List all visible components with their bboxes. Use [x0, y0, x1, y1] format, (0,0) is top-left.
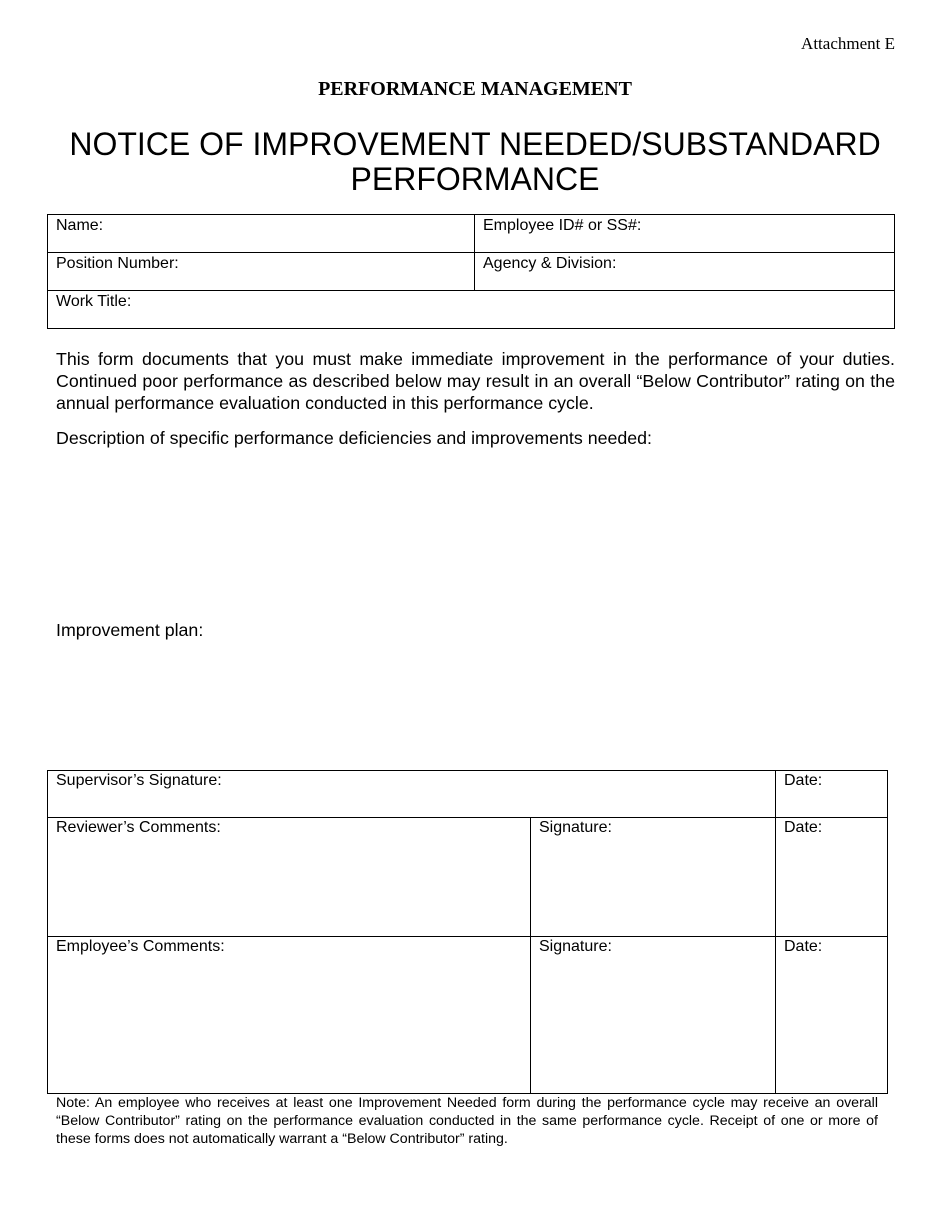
employee-signature-label: Signature:	[539, 938, 612, 955]
supervisor-signature-field[interactable]	[48, 771, 776, 818]
reviewer-date-label: Date:	[784, 819, 823, 836]
employee-comments-field[interactable]	[48, 937, 531, 1094]
employee-comments-label: Employee’s Comments:	[56, 938, 225, 955]
reviewer-signature-label: Signature:	[539, 819, 612, 836]
improvement-plan-label: Improvement plan:	[56, 620, 204, 640]
name-field[interactable]	[48, 215, 475, 253]
intro-paragraph: This form documents that you must make immediate improvement in the performance of your duties. Continued poor performance as described below may result in an overall “Below Contributor” rating on the annual performance evaluation conducted in this performance cycle.	[56, 349, 895, 413]
employee-date-field[interactable]	[776, 937, 888, 1094]
footer-note: Note: An employee who receives at least one Improvement Needed form during the performance cycle may receive an overall “Below Contributor” rating on the performance evaluation conducted in the same performance cycle. Receipt of one or more of these forms does not automatically warrant a “Below Contributor” rating.	[56, 1095, 878, 1147]
agency-division-field[interactable]	[475, 253, 895, 291]
reviewer-date-field[interactable]	[776, 818, 888, 937]
employee-id-label: Employee ID# or SS#:	[483, 217, 642, 234]
position-number-field[interactable]	[48, 253, 475, 291]
work-title-field[interactable]	[48, 291, 895, 329]
reviewer-signature-field[interactable]	[531, 818, 776, 937]
supervisor-date-field[interactable]	[776, 771, 888, 818]
employee-signature-field[interactable]	[531, 937, 776, 1094]
signature-table	[47, 770, 888, 1094]
supervisor-signature-label: Supervisor’s Signature:	[56, 772, 222, 789]
supervisor-date-label: Date:	[784, 772, 823, 789]
employee-date-label: Date:	[784, 938, 823, 955]
position-number-label: Position Number:	[56, 255, 179, 272]
agency-division-label: Agency & Division:	[483, 255, 617, 272]
employee-info-table	[47, 214, 895, 329]
employee-id-field[interactable]	[475, 215, 895, 253]
work-title-label: Work Title:	[56, 293, 132, 310]
reviewer-comments-field[interactable]	[48, 818, 531, 937]
form-title: NOTICE OF IMPROVEMENT NEEDED/SUBSTANDARD PERFORMANCE	[69, 126, 881, 197]
description-label: Description of specific performance deficiencies and improvements needed:	[56, 428, 652, 448]
name-label: Name:	[56, 217, 104, 234]
reviewer-comments-label: Reviewer’s Comments:	[56, 819, 221, 836]
attachment-label: Attachment E	[801, 34, 895, 53]
section-title: PERFORMANCE MANAGEMENT	[318, 78, 632, 100]
